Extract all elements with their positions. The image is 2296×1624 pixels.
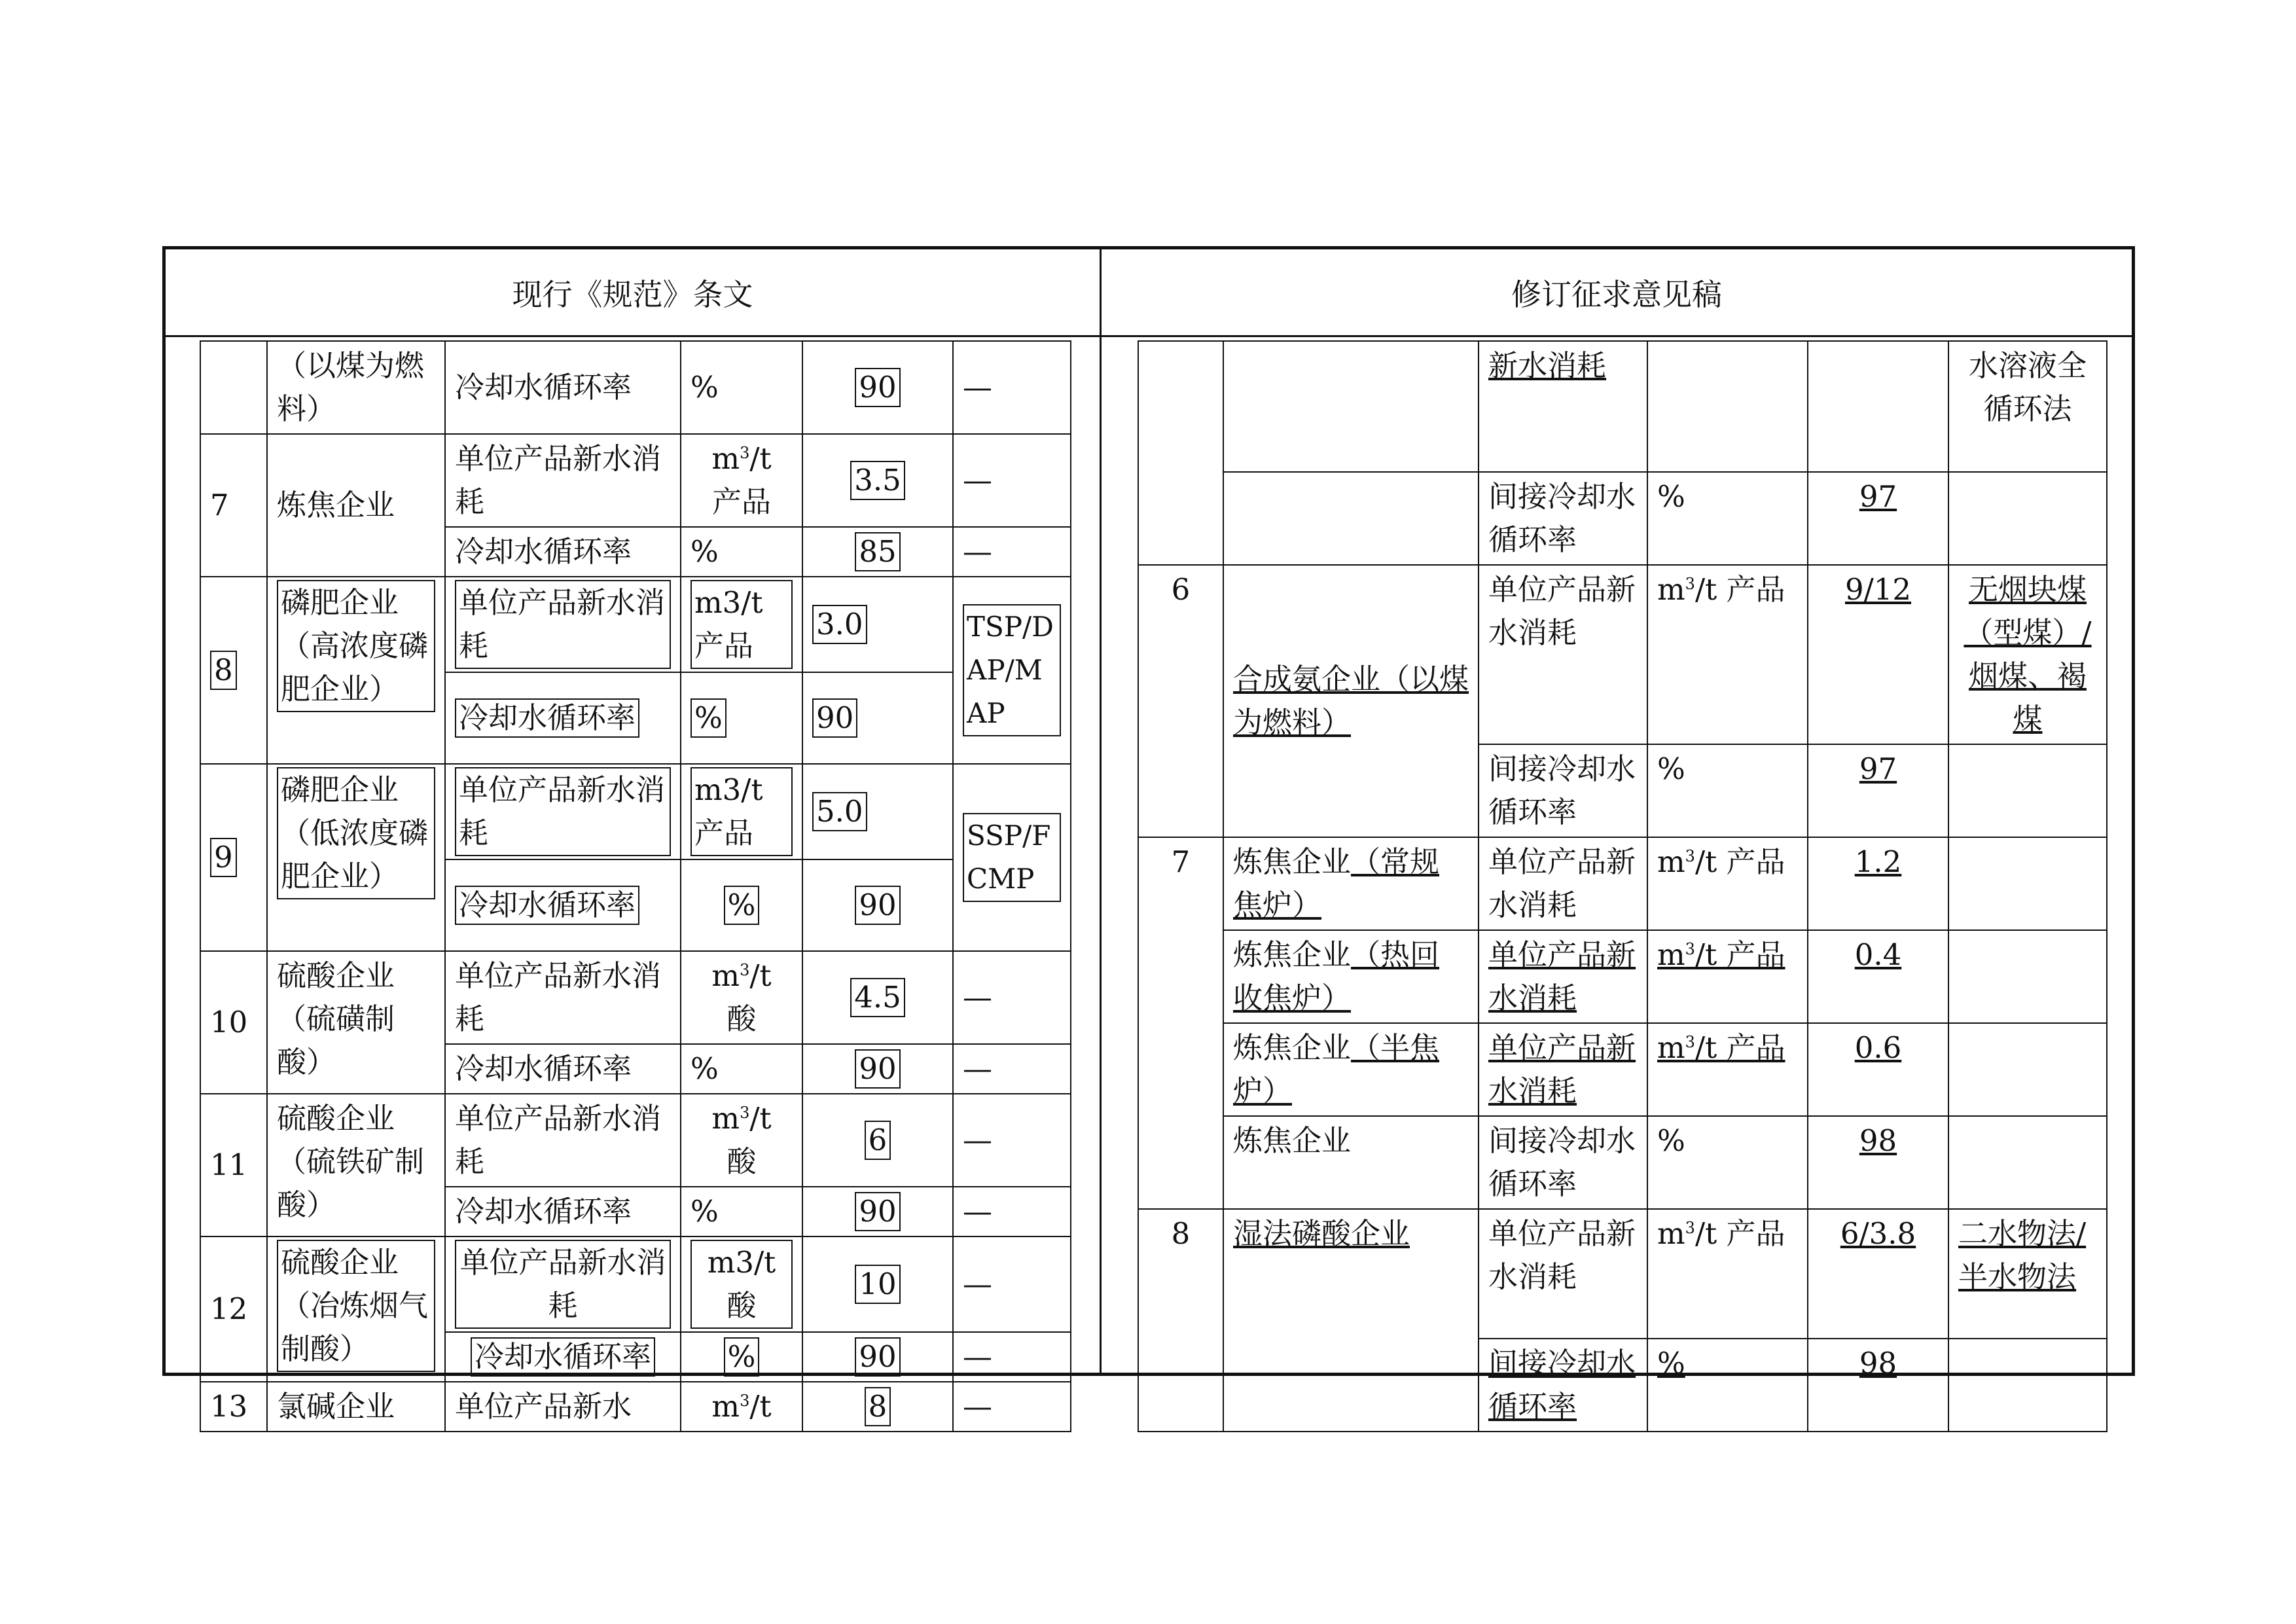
unit: $m^3/t$ 产品	[1647, 930, 1808, 1023]
unit: %	[1647, 744, 1808, 837]
table-row	[1138, 837, 2107, 930]
indicator-name: 单位产品新水	[445, 1382, 681, 1432]
row-number: 6	[1138, 565, 1223, 837]
enterprise-name: 湿法磷酸企业	[1223, 1209, 1479, 1432]
header-divider	[166, 335, 2132, 337]
unit: $m^3/t$ 酸	[681, 1094, 802, 1187]
enterprise-name: 氯碱企业	[267, 1382, 445, 1432]
table-row	[1138, 472, 2107, 565]
indicator-name: 间接冷却水循环率	[1479, 1339, 1647, 1432]
unit: %	[681, 1187, 802, 1236]
table-row	[200, 1236, 1071, 1332]
limit-value: 10	[855, 1265, 900, 1304]
remark: —	[953, 1332, 1071, 1382]
unit: $m^3/t$ 酸	[681, 951, 802, 1044]
indicator-name: 单位产品新水消耗	[455, 580, 671, 669]
revision-draft-header: 修订征求意见稿	[1511, 276, 1722, 312]
row-number: 10	[200, 951, 267, 1094]
limit-value: 98	[1808, 1339, 1948, 1432]
remark: —	[953, 951, 1071, 1044]
row-number: 7	[200, 434, 267, 577]
unit: %	[1647, 1116, 1808, 1209]
revision-draft-table	[1138, 340, 2108, 1432]
remark: —	[953, 341, 1071, 434]
unit: %	[724, 1337, 760, 1377]
enterprise-name: 炼焦企业（热回收焦炉）	[1223, 930, 1479, 1023]
remark: —	[953, 1187, 1071, 1236]
remark: TSP/DAP/MAP	[963, 604, 1061, 736]
remark: SSP/FCMP	[963, 813, 1061, 902]
enterprise-name: 炼焦企业（常规焦炉）	[1223, 837, 1479, 930]
limit-value: 5.0	[812, 792, 867, 831]
table-row	[1138, 565, 2107, 744]
limit-value: 90	[855, 1337, 900, 1377]
limit-value: 4.5	[850, 978, 905, 1017]
table-row	[200, 1382, 1071, 1432]
enterprise-name: 炼焦企业（半焦炉）	[1223, 1023, 1479, 1116]
indicator-name: 单位产品新水消耗	[1479, 565, 1647, 744]
remark: 无烟块煤（型煤）/烟煤、褐煤	[1948, 565, 2107, 744]
table-row	[1138, 341, 2107, 472]
remark: —	[953, 1044, 1071, 1094]
row-number: 8	[1138, 1209, 1223, 1432]
unit: $m^3/t$ 产品	[1647, 565, 1808, 744]
indicator-name: 单位产品新水消耗	[1479, 837, 1647, 930]
limit-value: 90	[855, 886, 900, 925]
remark: 二水物法/半水物法	[1948, 1209, 2107, 1339]
remark: —	[953, 434, 1071, 527]
limit-value: 90	[855, 368, 900, 407]
unit: $m^3/t$ 产品	[1647, 837, 1808, 930]
limit-value: 8	[865, 1387, 891, 1426]
unit: $m^3/t$ 产品	[1647, 1209, 1808, 1339]
unit: %	[681, 527, 802, 577]
limit-value: 0.6	[1808, 1023, 1948, 1116]
indicator-name: 冷却水循环率	[445, 1044, 681, 1094]
indicator-name: 间接冷却水循环率	[1479, 472, 1647, 565]
table-row	[200, 434, 1071, 527]
current-spec-header: 现行《规范》条文	[512, 276, 753, 312]
unit: %	[691, 698, 726, 738]
limit-value: 85	[855, 532, 900, 571]
indicator-name: 间接冷却水循环率	[1479, 744, 1647, 837]
enterprise-name: 炼焦企业	[1223, 1116, 1479, 1209]
table-row	[1138, 1209, 2107, 1339]
unit: m3/t产品	[691, 767, 793, 856]
limit-value: 9/12	[1808, 565, 1948, 744]
indicator-name: 冷却水循环率	[455, 886, 639, 925]
limit-value: 1.2	[1808, 837, 1948, 930]
table-row	[1138, 1116, 2107, 1209]
enterprise-name: 硫酸企业（硫铁矿制酸）	[267, 1094, 445, 1236]
unit: %	[1647, 1339, 1808, 1432]
indicator-name: 单位产品新水消耗	[445, 1094, 681, 1187]
table-row	[200, 341, 1071, 434]
column-divider	[1100, 249, 1102, 1373]
unit: m3/t产品	[691, 580, 793, 669]
remark: —	[953, 1236, 1071, 1332]
enterprise-name: 硫酸企业（冶炼烟气制酸）	[277, 1240, 435, 1372]
comparison-frame	[162, 246, 2135, 1424]
indicator-name: 单位产品新水消耗	[1479, 930, 1647, 1023]
limit-value: 90	[855, 1049, 900, 1089]
unit: %	[1647, 472, 1808, 565]
enterprise-name: 磷肥企业（低浓度磷肥企业）	[277, 767, 435, 899]
indicator-name: 冷却水循环率	[445, 1187, 681, 1236]
unit: $m^3/t$ 产品	[1647, 1023, 1808, 1116]
unit: %	[681, 341, 802, 434]
indicator-name: 单位产品新水消耗	[445, 434, 681, 527]
indicator-name: 冷却水循环率	[471, 1337, 655, 1377]
unit: $m^3/t$	[681, 1382, 802, 1432]
row-number: 13	[200, 1382, 267, 1432]
limit-value: 97	[1808, 472, 1948, 565]
limit-value: 97	[1808, 744, 1948, 837]
enterprise-name: 合成氨企业（以煤为燃料）	[1233, 662, 1469, 740]
table-row	[200, 764, 1071, 859]
current-spec-table	[200, 340, 1071, 1432]
row-number: 11	[200, 1094, 267, 1236]
table-row	[200, 951, 1071, 1044]
indicator-name: 单位产品新水消耗	[1479, 1209, 1647, 1339]
limit-value: 98	[1808, 1116, 1948, 1209]
table-row	[200, 1094, 1071, 1187]
enterprise-name: 炼焦企业	[267, 434, 445, 577]
unit: %	[681, 1044, 802, 1094]
indicator-name: 单位产品新水消耗	[445, 951, 681, 1044]
remark: —	[953, 1382, 1071, 1432]
indicator-name: 单位产品新水消耗	[1479, 1023, 1647, 1116]
enterprise-name: 磷肥企业（高浓度磷肥企业）	[277, 580, 435, 712]
row-number: 8	[210, 651, 237, 690]
table-row	[200, 577, 1071, 672]
limit-value: 6/3.8	[1808, 1209, 1948, 1339]
indicator-name: 冷却水循环率	[455, 698, 639, 738]
indicator-name: 单位产品新水消耗	[455, 1240, 671, 1329]
limit-value: 6	[865, 1121, 891, 1160]
remark: —	[953, 527, 1071, 577]
row-number: 7	[1138, 837, 1223, 1209]
enterprise-name: （以煤为燃料）	[267, 341, 445, 434]
row-number: 12	[200, 1236, 267, 1382]
indicator-name: 冷却水循环率	[445, 527, 681, 577]
unit: %	[724, 886, 760, 925]
limit-value: 90	[812, 698, 857, 738]
indicator-name: 单位产品新水消耗	[455, 767, 671, 856]
indicator-name: 间接冷却水循环率	[1479, 1116, 1647, 1209]
limit-value: 3.5	[850, 461, 905, 500]
unit: m3/t酸	[691, 1240, 793, 1329]
unit: $m^3/t$ 产品	[681, 434, 802, 527]
table-row	[1138, 1023, 2107, 1116]
indicator-name: 冷却水循环率	[445, 341, 681, 434]
limit-value: 0.4	[1808, 930, 1948, 1023]
table-row	[1138, 930, 2107, 1023]
indicator-name: 新水消耗	[1479, 341, 1647, 472]
limit-value: 90	[855, 1192, 900, 1231]
remark: —	[953, 1094, 1071, 1187]
enterprise-name: 硫酸企业（硫磺制酸）	[267, 951, 445, 1094]
limit-value: 3.0	[812, 605, 867, 644]
remark: 水溶液全循环法	[1948, 341, 2107, 472]
row-number: 9	[210, 838, 237, 877]
